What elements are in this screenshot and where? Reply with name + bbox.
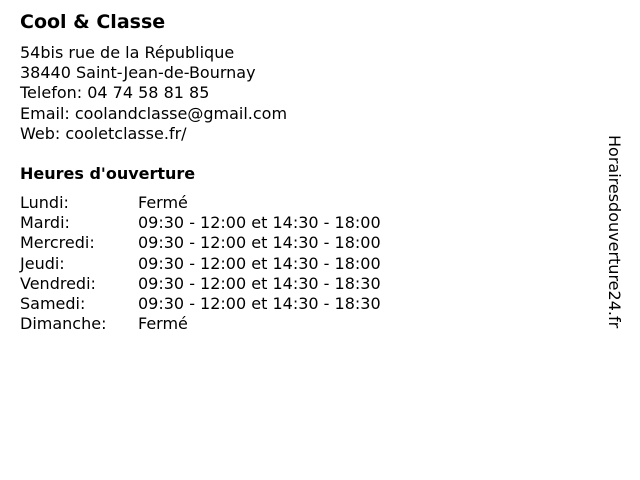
hours-day: Samedi: <box>20 294 86 314</box>
email-line: Email: coolandclasse@gmail.com <box>20 103 288 123</box>
hours-row-vendredi <box>20 274 600 294</box>
shop-name: Cool & Classe <box>20 11 166 33</box>
hours-day: Vendredi: <box>20 273 96 293</box>
hours-day: Mercredi: <box>20 233 95 253</box>
hours-day: Lundi: <box>20 193 69 213</box>
hours-row-mardi <box>20 213 600 233</box>
hours-time: 09:30 - 12:00 et 14:30 - 18:00 <box>138 233 381 253</box>
hours-row-jeudi <box>20 254 600 274</box>
hours-time: 09:30 - 12:00 et 14:30 - 18:30 <box>138 294 381 314</box>
site-watermark: Horairesdouverture24.fr <box>605 135 624 329</box>
web-line: Web: cooletclasse.fr/ <box>20 123 187 143</box>
hours-day: Jeudi: <box>20 253 65 273</box>
hours-day: Dimanche: <box>20 314 107 334</box>
hours-time: Fermé <box>138 193 188 213</box>
phone-line: Telefon: 04 74 58 81 85 <box>20 83 210 103</box>
hours-time: Fermé <box>138 314 188 334</box>
contact-block <box>20 43 600 144</box>
opening-hours-table <box>20 193 600 334</box>
hours-time: 09:30 - 12:00 et 14:30 - 18:00 <box>138 213 381 233</box>
hours-row-dimanche <box>20 314 600 334</box>
address-street: 54bis rue de la République <box>20 43 235 62</box>
hours-row-mercredi <box>20 233 600 253</box>
address-city: 38440 Saint-Jean-de-Bournay <box>20 63 256 83</box>
hours-time: 09:30 - 12:00 et 14:30 - 18:30 <box>138 273 381 293</box>
shop-info-card <box>20 10 600 334</box>
hours-day: Mardi: <box>20 213 70 233</box>
hours-heading: Heures d'ouverture <box>20 164 196 184</box>
hours-row-lundi <box>20 193 600 213</box>
hours-time: 09:30 - 12:00 et 14:30 - 18:00 <box>138 253 381 273</box>
hours-row-samedi <box>20 294 600 314</box>
